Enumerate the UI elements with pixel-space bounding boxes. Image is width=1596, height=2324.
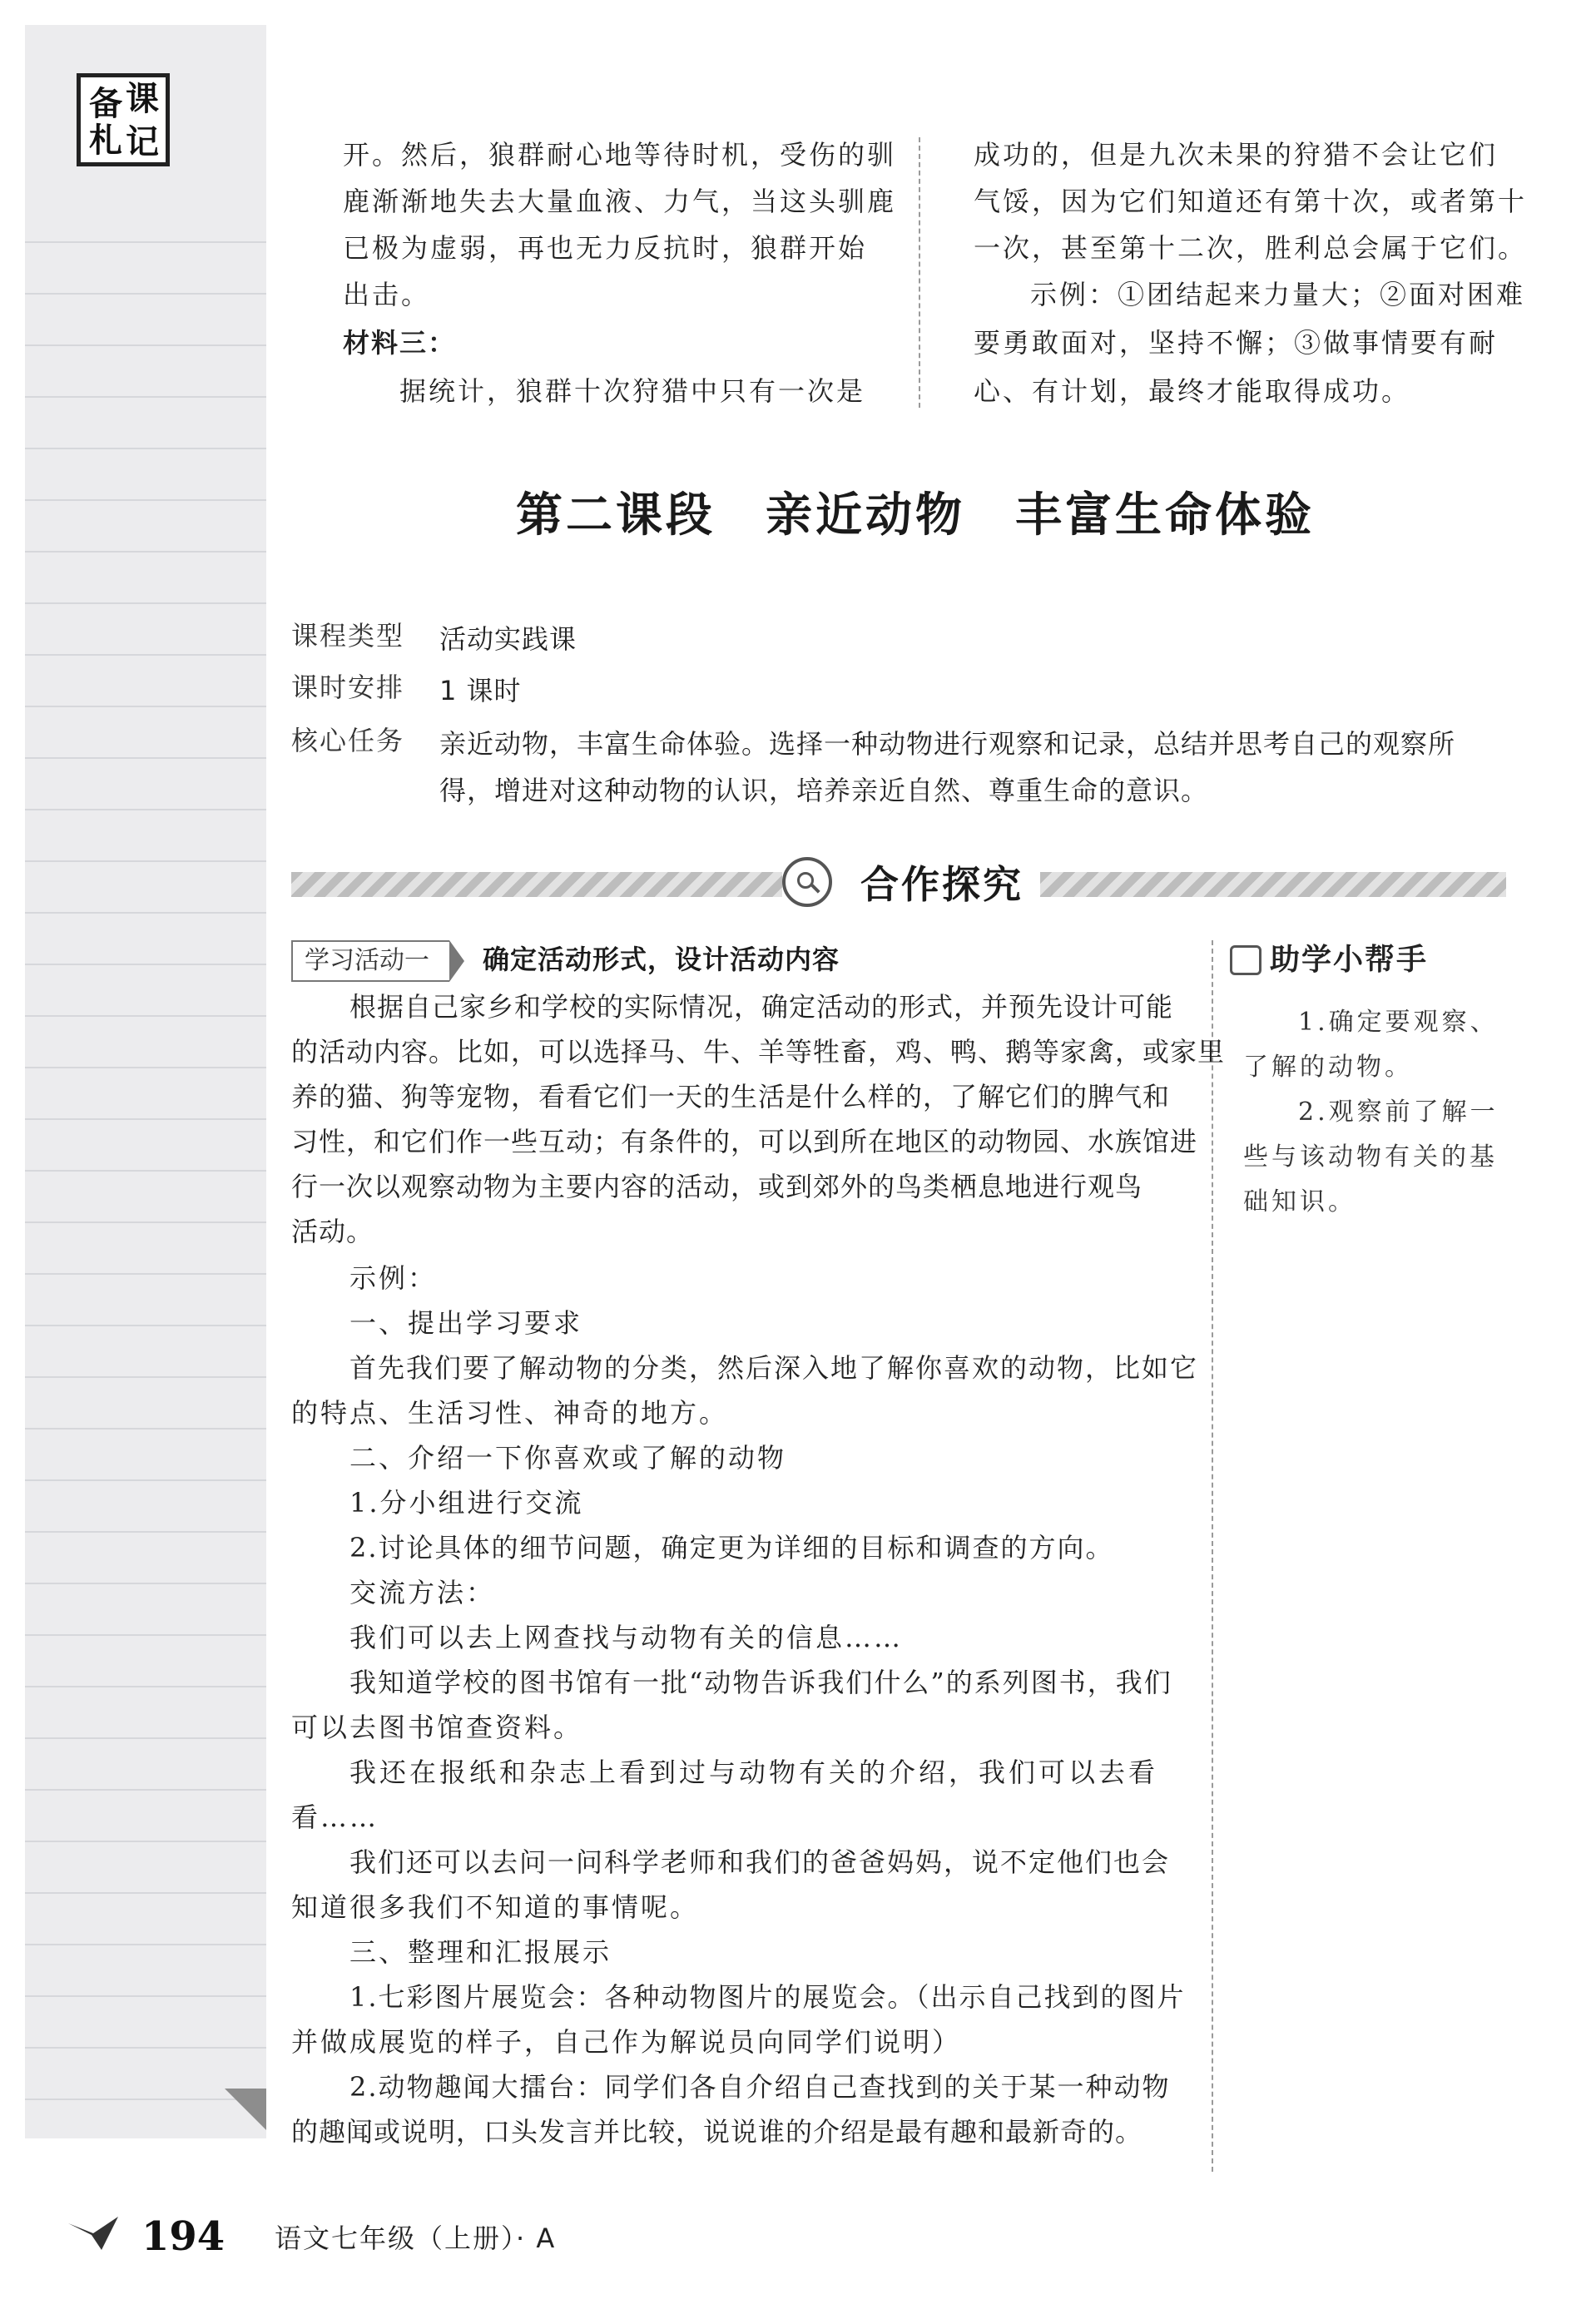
sidebar-rule-line: [25, 396, 266, 398]
example-line: 2.动物趣闻大擂台：同学们各自介绍自己查找到的关于某一种动物: [349, 2071, 1171, 2103]
example-line: 交流方法：: [349, 1577, 496, 1608]
top-right-line: 要勇敢面对，坚持不懈；③做事情要有耐: [974, 327, 1499, 359]
example-line: 我们还可以去问一问科学老师和我们的爸爸妈妈，说不定他们也会: [349, 1846, 1171, 1878]
top-right-line: 心、有计划，最终才能取得成功。: [974, 375, 1411, 407]
sidebar-rule-line: [25, 293, 266, 295]
sidebar-rule-line: [25, 1995, 266, 1997]
helper-line: 础知识。: [1243, 1187, 1356, 1217]
example-line: 看……: [291, 1801, 379, 1833]
core-task-label: 核心任务: [291, 725, 405, 756]
main-line: 的活动内容。比如，可以选择马、牛、羊等牲畜，鸡、鸭、鹅等家禽，或家里: [291, 1036, 1226, 1068]
top-left-line: 已极为虚弱，再也无力反抗时，狼群开始: [343, 232, 868, 264]
helper-title: 助学小帮手: [1270, 943, 1429, 977]
badge-char: 课: [126, 80, 159, 118]
top-left-line: 出击。: [343, 279, 431, 310]
banner-stripe-left: [291, 872, 782, 897]
badge-char: 记: [126, 123, 159, 161]
magnifier-icon: [782, 857, 832, 907]
sidebar-rule-line: [25, 1170, 266, 1172]
example-line: 可以去图书馆查资料。: [291, 1712, 583, 1743]
core-task-line: 亲近动物，丰富生命体验。选择一种动物进行观察和记录，总结并思考自己的观察所: [439, 728, 1456, 760]
sidebar-rule-line: [25, 344, 266, 346]
top-right-line: 一次，甚至第十二次，胜利总会属于它们。: [974, 232, 1528, 264]
sidebar-rule-line: [25, 1428, 266, 1430]
helper-line: 1.确定要观察、: [1298, 1008, 1499, 1037]
class-hours-label: 课时安排: [291, 671, 405, 703]
example-line: 1.七彩图片展览会：各种动物图片的展览会。（出示自己找到的图片: [349, 1981, 1186, 2013]
sidebar-rule-line: [25, 860, 266, 862]
example-line: 的特点、生活习性、神奇的地方。: [291, 1397, 729, 1429]
main-line: 行一次以观察动物为主要内容的活动，或到郊外的鸟类栖息地进行观鸟: [291, 1171, 1143, 1202]
sidebar-rule-line: [25, 654, 266, 656]
main-line: 活动。: [291, 1216, 374, 1247]
core-task-line: 得，增进对这种动物的认识，培养亲近自然、尊重生命的意识。: [439, 775, 1209, 806]
sidebar-rule-line: [25, 1479, 266, 1481]
sidebar-rule-line: [25, 1015, 266, 1017]
column-divider: [919, 137, 920, 408]
book-title: 语文七年级（上册）· A: [275, 2222, 557, 2254]
sidebar-rule-line: [25, 499, 266, 501]
top-right-line: 示例：①团结起来力量大；②面对困难: [1030, 279, 1526, 310]
sidebar-rule-line: [25, 2047, 266, 2049]
sidebar-rule-line: [25, 551, 266, 553]
banner-stripe-right: [1040, 872, 1506, 897]
notes-badge: [77, 73, 170, 166]
sidebar-rule-line: [25, 448, 266, 449]
sidebar-rule-line: [25, 1789, 266, 1791]
sidebar-rule-line: [25, 1325, 266, 1326]
class-hours-value: 1 课时: [439, 675, 522, 706]
material-three-heading: 材料三：: [343, 327, 457, 359]
example-line: 知道很多我们不知道的事情呢。: [291, 1891, 700, 1923]
course-type-label: 课程类型: [291, 620, 405, 652]
sidebar-rule-line: [25, 1376, 266, 1378]
top-left-line: 开。然后，狼群耐心地等待时机，受伤的驯: [343, 139, 897, 171]
badge-char: 札: [89, 121, 122, 160]
page-mark-icon: [68, 2217, 118, 2250]
example-line: 的趣闻或说明，口头发言并比较，说说谁的介绍是最有趣和最新奇的。: [291, 2116, 1143, 2148]
top-right-line: 气馁，因为它们知道还有第十次，或者第十: [974, 186, 1528, 217]
sidebar-rule-line: [25, 1737, 266, 1739]
sidebar-rule-line: [25, 809, 266, 810]
example-line: 二、介绍一下你喜欢或了解的动物: [349, 1442, 787, 1474]
sidebar-rule-line: [25, 241, 266, 243]
sidebar-rule-line: [25, 602, 266, 604]
sidebar-rule-line: [25, 1118, 266, 1120]
activity-title: 确定活动形式，设计活动内容: [483, 944, 840, 975]
notes-sidebar: [25, 25, 266, 2138]
example-line: 三、整理和汇报展示: [349, 1936, 612, 1968]
main-line: 习性，和它们作一些互动；有条件的，可以到所在地区的动物园、水族馆进: [291, 1126, 1198, 1157]
helper-line: 些与该动物有关的基: [1243, 1142, 1498, 1172]
banner-title: 合作探究: [849, 857, 1035, 912]
top-right-line: 成功的，但是九次未果的狩猎不会让它们: [974, 139, 1499, 171]
example-line: 示例：: [349, 1262, 438, 1294]
page-number: 194: [141, 2213, 226, 2260]
top-left-line: 据统计，狼群十次狩猎中只有一次是: [399, 375, 866, 407]
sidebar-rule-line: [25, 1067, 266, 1068]
sidebar-rule-line: [25, 912, 266, 914]
top-left-line: 鹿渐渐地失去大量血液、力气，当这头驯鹿: [343, 186, 897, 217]
sidebar-rule-line: [25, 1944, 266, 1945]
sidebar-rule-line: [25, 1841, 266, 1842]
example-line: 我还在报纸和杂志上看到过与动物有关的介绍，我们可以去看: [349, 1757, 1159, 1788]
course-type-value: 活动实践课: [439, 623, 577, 655]
activity-tag: 学习活动一: [291, 940, 449, 982]
sidebar-rule-line: [25, 757, 266, 759]
sidebar-rule-line: [25, 706, 266, 707]
sidebar-rule-line: [25, 1273, 266, 1275]
example-line: 1.分小组进行交流: [349, 1487, 584, 1519]
helper-line: 了解的动物。: [1243, 1053, 1413, 1082]
sidebar-rule-line: [25, 1686, 266, 1687]
main-line: 养的猫、狗等宠物，看看它们一天的生活是什么样的，了解它们的脾气和: [291, 1081, 1171, 1112]
sidebar-rule-line: [25, 1892, 266, 1894]
badge-char: 备: [89, 85, 122, 123]
helper-divider: [1212, 940, 1213, 2172]
example-line: 并做成展览的样子，自己作为解说员向同学们说明）: [291, 2026, 962, 2058]
example-line: 首先我们要了解动物的分类，然后深入地了解你喜欢的动物，比如它: [349, 1352, 1199, 1384]
thumbs-up-icon: [1230, 945, 1261, 975]
sidebar-rule-line: [25, 1531, 266, 1533]
example-line: 一、提出学习要求: [349, 1307, 583, 1339]
main-line: 根据自己家乡和学校的实际情况，确定活动的形式，并预先设计可能: [349, 991, 1174, 1023]
sidebar-rule-line: [25, 964, 266, 965]
example-line: 2.讨论具体的细节问题，确定更为详细的目标和调查的方向。: [349, 1532, 1114, 1563]
example-line: 我知道学校的图书馆有一批“动物告诉我们什么”的系列图书，我们: [349, 1667, 1172, 1698]
sidebar-rule-line: [25, 1221, 266, 1223]
helper-line: 2.观察前了解一: [1298, 1098, 1499, 1127]
sidebar-rule-line: [25, 1583, 266, 1584]
page-corner-fold: [225, 2089, 266, 2130]
sidebar-rule-line: [25, 1634, 266, 1636]
section-title: 第二课段 亲近动物 丰富生命体验: [516, 488, 1315, 543]
example-line: 我们可以去上网查找与动物有关的信息……: [349, 1622, 904, 1653]
